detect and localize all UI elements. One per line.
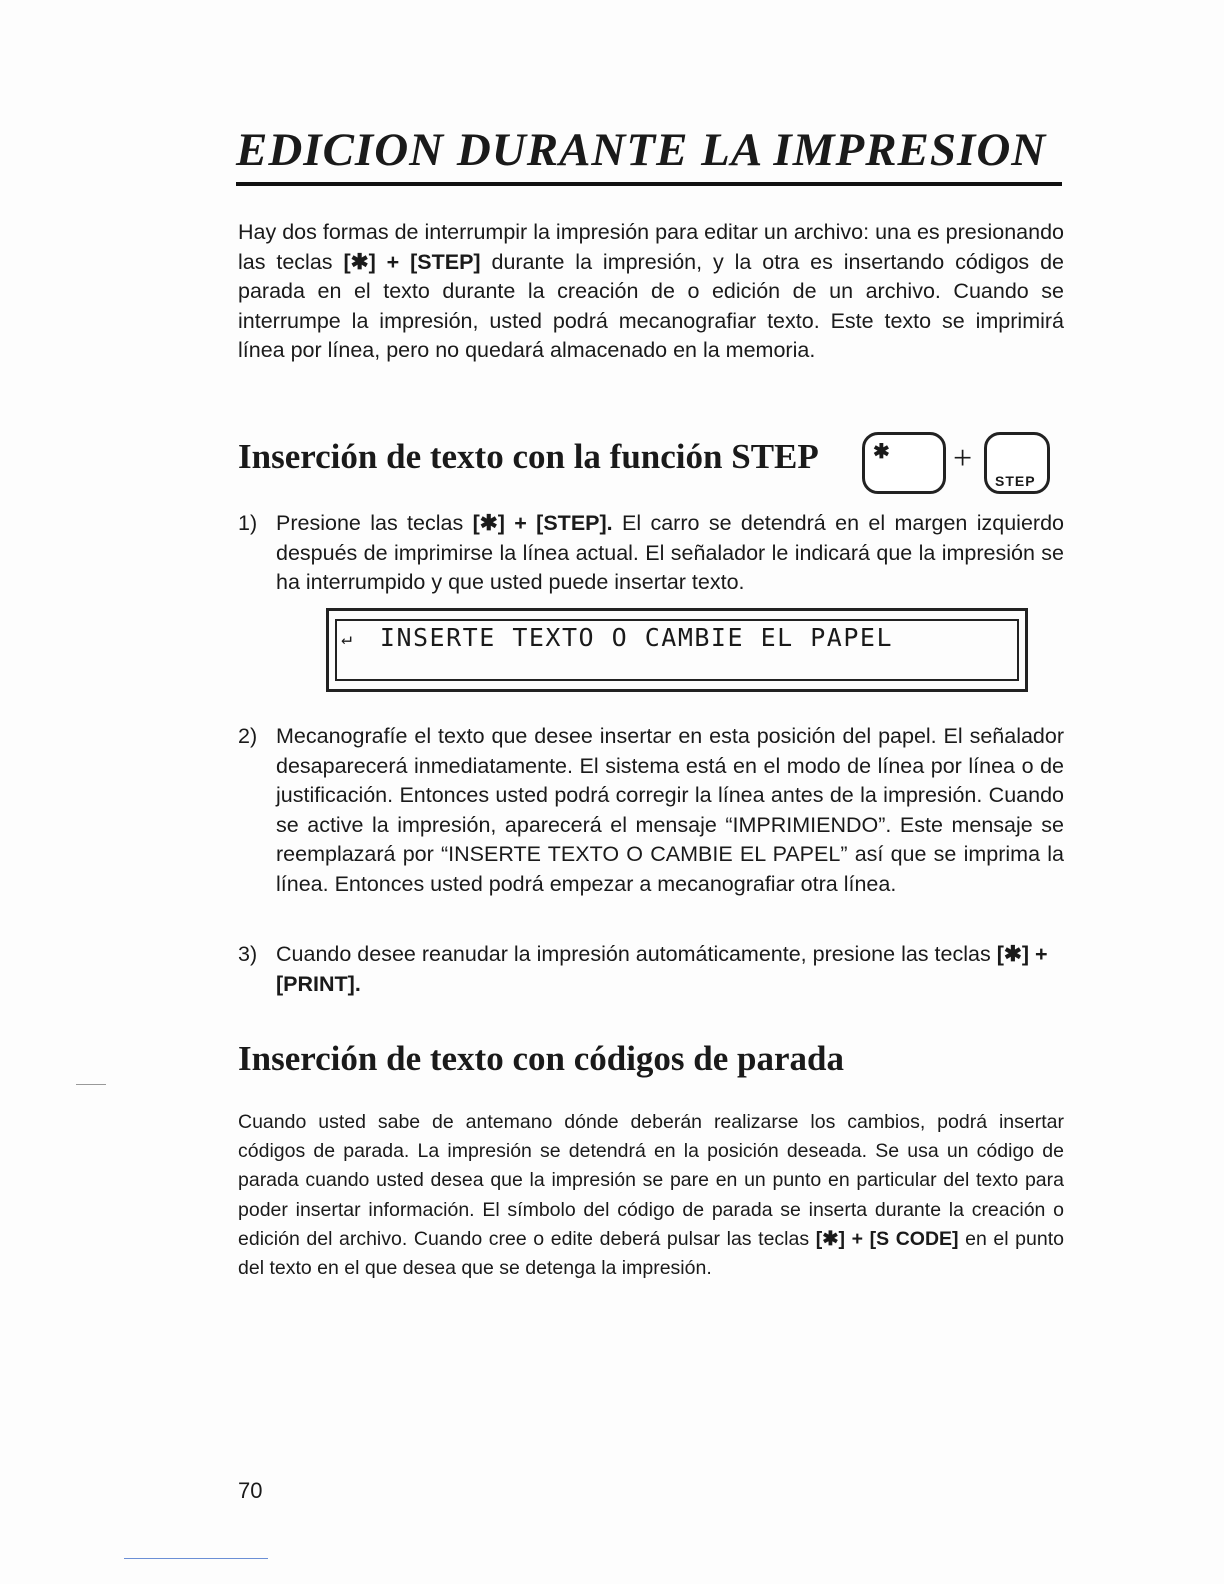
- list-item-1-pre: Presione las teclas: [276, 511, 464, 535]
- list-number: 1): [238, 511, 258, 535]
- lcd-message: INSERTE TEXTO O CAMBIE EL PAPEL: [379, 623, 893, 652]
- list-item-3: [238, 940, 1064, 999]
- section2-keys: [✱] + [S CODE]: [815, 1227, 959, 1250]
- step-key-icon: [984, 432, 1050, 494]
- list-number: 2): [238, 724, 258, 748]
- step-key-label: STEP: [995, 473, 1036, 489]
- section2-heading: Inserción de texto con códigos de parada: [238, 1039, 845, 1078]
- margin-mark: [76, 1084, 106, 1085]
- list-item-1-keys: [✱] + [STEP].: [472, 511, 613, 535]
- section2-paragraph: [238, 1108, 1064, 1283]
- lcd-display: [326, 608, 1028, 692]
- section2-post: en el punto del texto en el que desea que se detenga la impresión.: [238, 1227, 1064, 1280]
- list-item-3-keys: [✱] + [PRINT].: [276, 942, 1048, 996]
- page-number: 70: [238, 1478, 263, 1503]
- intro-paragraph: [238, 218, 1064, 366]
- list-item-1-post: El carro se detendrá en el margen izquierdo después de imprimirse la línea actual. El señalador le indicará que la impresión se ha interrumpido y que usted puede insertar texto.: [276, 511, 1064, 594]
- list-number: 3): [238, 942, 258, 966]
- plus-sign: +: [953, 440, 973, 477]
- code-key-symbol: ✱: [873, 441, 890, 463]
- section2-text: Cuando usted sabe de antemano dónde deberán realizarse los cambios, podrá insertar códigos de parada. La impresión se detendrá en la posición deseada. Se usa un código de parada cuando usted desea que la impresión se pare en un punto en particular del texto para poder insertar información. El símbolo del código de parada se inserta durante la creación o edición del archivo. Cuando cree o edite deberá pulsar las teclas: [238, 1111, 1064, 1250]
- return-arrow-icon: ↵: [341, 628, 354, 649]
- intro-text: Hay dos formas de interrumpir la impresión para editar un archivo: una es presionando las teclas: [238, 220, 1064, 274]
- code-key-icon: [862, 432, 946, 494]
- list-item-3-pre: Cuando desee reanudar la impresión automáticamente, presione las teclas: [276, 942, 991, 966]
- section1-heading: Inserción de texto con la función STEP: [238, 437, 819, 476]
- intro-keys: [✱] + [STEP]: [343, 249, 481, 274]
- list-item-2-text: Mecanografíe el texto que desee insertar en esta posición del papel. El señalador desaparecerá inmediatamente. El sistema está en el modo de línea por línea o de justificación. Entonces usted podrá corregir la línea antes de la impresión. Cuando se active la impresión, aparecerá el mensaje “IMPRIMIENDO”. Este mensaje se reemplazará por “INSERTE TEXTO O CAMBIE EL PAPEL” así que se imprima la línea. Entonces usted podrá empezar a mecanografiar otra línea.: [276, 724, 1064, 896]
- page-title: EDICION DURANTE LA IMPRESION: [236, 122, 1062, 186]
- bottom-divider: [124, 1558, 268, 1559]
- intro-rest: durante la impresión, y la otra es insertando códigos de parada en el texto durante la creación de o edición de un archivo. Cuando se interrumpe la impresión, usted podrá mecanografiar texto. Este texto se imprimirá línea por línea, pero no quedará almacenado en la memoria.: [238, 249, 1064, 362]
- list-item-1: [238, 509, 1064, 598]
- list-item-2: [238, 722, 1064, 899]
